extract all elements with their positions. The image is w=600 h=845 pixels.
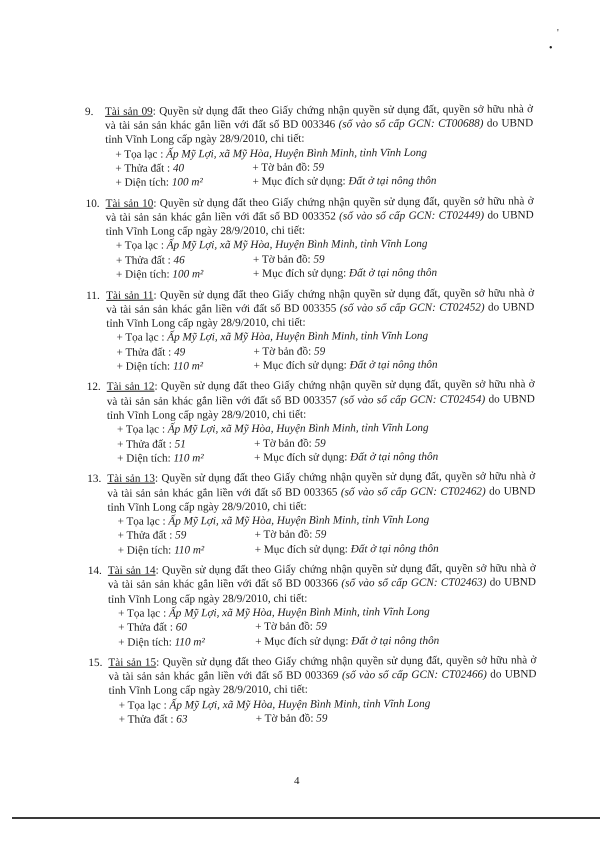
location-value: Ấp Mỹ Lợi, xã Mỹ Hòa, Huyện Bình Minh, tỉnh Vĩnh Long [166,146,427,161]
map-label: Tờ bản đồ: [262,437,312,450]
parcel-line: + Thửa đất : 60 + Tờ bản đồ: 59 [118,620,327,634]
asset-intro: Quyền sử dụng đất theo Giấy chứng nhận quyền sử dụng đất, quyền sở hữu nhà ở và tài sản sản khác gắn liền với đất số BD [106,378,535,408]
location-label: Tọa lạc [125,423,160,436]
location-label: Tọa lạc [127,699,161,712]
asset-heading: 14. Tài sản 14: Quyền sử dụng đất theo Giấy chứng nhận quyền sử dụng đất, quyền sở hữu nhà ở và tài sản sản khác gắn liền với đất số BD 003366 (số vào sổ cấp GCN: CT02463) do UBND tỉnh Vĩnh Long cấp ngày 28/9/2010, chi tiết: [87,562,536,606]
map-value: 59 [315,620,327,633]
purpose-label: Mục đích sử dụng: [262,267,347,281]
page-number: 4 [294,775,300,787]
location-value: Ấp Mỹ Lợi, xã Mỹ Hòa, Huyện Bình Minh, tỉnh Vĩnh Long [167,330,429,344]
area-line: + Diện tích: 110 m² + Mục đích sử dụng: Đất ở tại nông thôn [116,358,438,373]
asset-heading: 9. Tài sản 09: Quyền sử dụng đất theo Giấy chứng nhận quyền sử dụng đất, quyền sở hữu nhà ở và tài sản sản khác gắn liền với đất số BD 003346 (số vào sổ cấp GCN: CT00688) do UBND tỉnh Vĩnh Long cấp ngày 28/9/2010, chi tiết: [85,103,534,147]
asset-heading: 11. Tài sản 11: Quyền sử dụng đất theo Giấy chứng nhận quyền sử dụng đất, quyền sở hữu nhà ở và tài sản sản khác gắn liền với đất số BD 003355 (số vào sổ cấp GCN: CT02452) do UBND tỉnh Vĩnh Long cấp ngày 28/9/2010, chi tiết: [86,286,535,330]
purpose-value: Đất ở tại nông thôn [351,634,440,647]
book-reference: (số vào sổ cấp GCN: CT02452) [339,301,485,315]
asset-intro: Quyền sử dụng đất theo Giấy chứng nhận quyền sử dụng đất, quyền sở hữu nhà ở và tài sản sản khác gắn liền với đất số BD [105,195,534,224]
book-prefix: (số vào sổ cấp GCN: [339,301,440,315]
certificate-number: 003365 [303,485,338,499]
asset-entry [86,286,535,375]
page-bottom-rule [12,817,600,819]
asset-title: Tài sản 10 [105,197,154,210]
location-line: + Tọa lạc : Ấp Mỹ Lợi, xã Mỹ Hòa, Huyện Bình Minh, tỉnh Vĩnh Long [115,238,428,253]
area-value: 100 m² [172,268,204,281]
book-reference: (số vào sổ cấp GCN: CT00688) [338,117,484,131]
purpose-label: Mục đích sử dụng: [262,359,347,372]
area-label: Diện tích: [124,176,170,190]
usage-purpose: + Mục đích sử dụng: Đất ở tại nông thôn [254,450,439,464]
parcel-line: + Thửa đất : 40 + Tờ bản đồ: 59 [115,161,325,175]
asset-entry [87,470,536,559]
location-value: Ấp Mỹ Lợi, xã Mỹ Hòa, Huyện Bình Minh, tỉnh Vĩnh Long [166,238,428,252]
area-line: + Diện tích: 110 m² + Mục đích sử dụng: Đất ở tại nông thôn [117,450,439,465]
book-number: CT00688 [438,117,480,131]
asset-title: Tài sản 15 [108,656,157,669]
issuer-text: do UBND tỉnh Vĩnh Long cấp ngày 28/9/2010, chi tiết: [106,301,535,330]
area-line: + Diện tích: 110 m² + Mục đích sử dụng: Đất ở tại nông thôn [118,634,440,649]
purpose-value: Đất ở tại nông thôn [348,267,438,280]
area-line: + Diện tích: 100 m² + Mục đích sử dụng: Đất ở tại nông thôn [115,175,437,190]
parcel-label: Thửa đất : [126,529,173,543]
book-number: CT02454 [439,393,482,406]
issuer-text: do UBND tỉnh Vĩnh Long cấp ngày 28/9/2010, chi tiết: [107,576,536,606]
asset-entry [86,194,535,283]
map-label: Tờ bản đồ: [263,528,313,542]
area-value: 110 m² [174,544,205,557]
asset-entry [88,561,537,650]
area-label: Diện tích: [127,636,172,649]
location-line: + Tọa lạc : Ấp Mỹ Lợi, xã Mỹ Hòa, Huyện Bình Minh, tỉnh Vĩnh Long [118,605,430,620]
asset-intro: Quyền sử dụng đất theo Giấy chứng nhận quyền sử dụng đất, quyền sở hữu nhà ở và tài sản sản khác gắn liền với đất số BD [106,286,535,316]
book-prefix: (số vào sổ cấp GCN: [339,209,439,223]
location-value: Ấp Mỹ Lợi, xã Mỹ Hòa, Huyện Bình Minh, tỉnh Vĩnh Long [168,605,430,620]
asset-heading: 12. Tài sản 12: Quyền sử dụng đất theo Giấy chứng nhận quyền sử dụng đất, quyền sở hữu nhà ở và tài sản sản khác gắn liền với đất số BD 003357 (số vào sổ cấp GCN: CT02454) do UBND tỉnh Vĩnh Long cấp ngày 28/9/2010, chi tiết: [86,378,535,422]
purpose-label: Mục đích sử dụng: [261,175,346,189]
usage-purpose: + Mục đích sử dụng: Đất ở tại nông thôn [255,634,440,648]
parcel-value: 60 [175,621,187,634]
location-value: Ấp Mỹ Lợi, xã Mỹ Hòa, Huyện Bình Minh, tỉnh Vĩnh Long [169,697,431,712]
book-number: CT02452 [439,301,481,314]
corner-mark: ' [557,28,559,39]
map-sheet: + Tờ bản đồ: 59 [255,712,328,725]
parcel-label: Thửa đất : [125,437,172,451]
usage-purpose: + Mục đích sử dụng: Đất ở tại nông thôn [252,175,437,189]
parcel-value: 59 [175,529,187,542]
asset-number: 11. [86,289,100,302]
parcel-label: Thửa đất : [124,254,171,267]
asset-intro: Quyền sử dụng đất theo Giấy chứng nhận quyền sử dụng đất, quyền sở hữu nhà ở và tài sản sản khác gắn liền với đất số BD [107,470,536,500]
certificate-number: 003352 [302,210,336,223]
map-sheet: + Tờ bản đồ: 59 [254,437,326,450]
map-value: 59 [316,712,328,725]
parcel-value: 40 [172,162,185,175]
location-line: + Tọa lạc : Ấp Mỹ Lợi, xã Mỹ Hòa, Huyện Bình Minh, tỉnh Vĩnh Long [116,330,429,345]
certificate-number: 003369 [304,669,339,682]
certificate-number: 003346 [301,118,336,131]
purpose-label: Mục đích sử dụng: [263,543,348,556]
location-label: Tọa lạc [125,331,159,345]
book-reference: (số vào sổ cấp GCN: CT02454) [340,393,486,407]
location-value: Ấp Mỹ Lợi, xã Mỹ Hòa, Huyện Bình Minh, tỉnh Vĩnh Long [168,513,430,528]
map-sheet: + Tờ bản đồ: 59 [252,161,325,174]
area-value: 110 m² [172,360,204,373]
asset-intro: Quyền sử dụng đất theo Giấy chứng nhận quyền sử dụng đất, quyền sở hữu nhà ở và tài sản sản khác gắn liền với đất số BD [108,654,537,684]
map-value: 59 [315,528,327,541]
map-value: 59 [313,253,325,266]
purpose-label: Mục đích sử dụng: [264,634,349,648]
area-label: Diện tích: [125,268,170,282]
parcel-value: 46 [173,254,185,267]
location-line: + Tọa lạc : Ấp Mỹ Lợi, xã Mỹ Hòa, Huyện Bình Minh, tỉnh Vĩnh Long [117,513,430,528]
usage-purpose: + Mục đích sử dụng: Đất ở tại nông thôn [253,358,438,373]
map-sheet: + Tờ bản đồ: 59 [253,345,326,358]
asset-entry [87,378,536,467]
parcel-line: + Thửa đất : 63 + Tờ bản đồ: 59 [118,712,328,726]
parcel-value: 49 [174,346,186,359]
issuer-text: do UBND tỉnh Vĩnh Long cấp ngày 28/9/2010, chi tiết: [105,117,534,147]
asset-number: 12. [86,381,101,394]
usage-purpose: + Mục đích sử dụng: Đất ở tại nông thôn [253,267,438,281]
asset-list [85,102,537,733]
book-reference: (số vào sổ cấp GCN: CT02463) [341,576,487,590]
map-label: Tờ bản đồ: [262,345,312,358]
book-reference: (số vào sổ cấp GCN: CT02462) [340,485,486,498]
asset-number: 14. [87,565,102,578]
area-value: 110 m² [174,635,205,649]
asset-number: 10. [85,197,100,210]
area-line: + Diện tích: 110 m² + Mục đích sử dụng: Đất ở tại nông thôn [117,542,439,557]
purpose-value: Đất ở tại nông thôn [350,542,439,556]
location-label: Tọa lạc [124,148,158,161]
book-reference: (số vào sổ cấp GCN: CT02449) [339,209,485,223]
asset-heading: 15. Tài sản 15: Quyền sử dụng đất theo Giấy chứng nhận quyền sử dụng đất, quyền sở hữu nhà ở và tài sản sản khác gắn liền với đất số BD 003369 (số vào sổ cấp GCN: CT02466) do UBND tỉnh Vĩnh Long cấp ngày 28/9/2010, chi tiết: [88,654,537,698]
asset-intro: Quyền sử dụng đất theo Giấy chứng nhận quyền sử dụng đất, quyền sở hữu nhà ở và tài sản sản khác gắn liền với đất số BD [105,103,534,133]
asset-intro: Quyền sử dụng đất theo Giấy chứng nhận quyền sử dụng đất, quyền sở hữu nhà ở và tài sản sản khác gắn liền với đất số BD [107,562,536,592]
book-prefix: (số vào sổ cấp GCN: [338,118,439,131]
area-label: Diện tích: [125,360,171,373]
parcel-line: + Thửa đất : 49 + Tờ bản đồ: 59 [116,345,326,359]
parcel-label: Thửa đất : [127,621,173,634]
issuer-text: do UBND tỉnh Vĩnh Long cấp ngày 28/9/2010, chi tiết: [108,668,537,698]
map-value: 59 [313,345,326,358]
book-prefix: (số vào sổ cấp GCN: [340,393,440,407]
location-label: Tọa lạc [124,239,159,253]
purpose-value: Đất ở tại nông thôn [348,175,437,188]
issuer-text: do UBND tỉnh Vĩnh Long cấp ngày 28/9/2010, chi tiết: [105,209,534,239]
asset-title: Tài sản 11 [106,289,154,302]
issuer-text: do UBND tỉnh Vĩnh Long cấp ngày 28/9/2010, chi tiết: [107,484,536,514]
book-prefix: (số vào sổ cấp GCN: [341,577,441,590]
book-number: CT02462 [440,485,483,498]
certificate-number: 003355 [302,302,337,315]
asset-entry [85,102,534,191]
asset-title: Tài sản 13 [107,472,156,486]
parcel-label: Thửa đất : [125,346,172,359]
purpose-label: Mục đích sử dụng: [263,451,348,464]
area-value: 110 m² [173,452,204,465]
asset-title: Tài sản 14 [107,564,156,578]
location-line: + Tọa lạc : Ấp Mỹ Lợi, xã Mỹ Hòa, Huyện Bình Minh, tỉnh Vĩnh Long [115,146,427,161]
book-number: CT02466 [441,668,484,682]
parcel-label: Thửa đất : [127,713,174,726]
usage-purpose: + Mục đích sử dụng: Đất ở tại nông thôn [254,542,439,556]
book-number: CT02449 [438,209,481,222]
parcel-label: Thửa đất : [124,162,171,175]
map-label: Tờ bản đồ: [261,161,311,174]
book-reference: (số vào sổ cấp GCN: CT02466) [341,668,487,682]
certificate-number: 003357 [303,394,337,407]
asset-title: Tài sản 12 [106,381,155,394]
purpose-value: Đất ở tại nông thôn [350,450,439,464]
asset-number: 13. [87,473,102,486]
map-sheet: + Tờ bản đồ: 59 [255,620,327,634]
area-line: + Diện tích: 100 m² + Mục đích sử dụng: Đất ở tại nông thôn [116,267,438,282]
map-label: Tờ bản đồ: [261,253,311,266]
purpose-value: Đất ở tại nông thôn [349,358,438,372]
book-number: CT02463 [440,576,483,590]
parcel-line: + Thửa đất : 59 + Tờ bản đồ: 59 [117,528,327,543]
certificate-number: 003366 [304,577,339,591]
asset-number: 9. [85,105,94,118]
parcel-line: + Thửa đất : 51 + Tờ bản đồ: 59 [117,437,326,451]
asset-number: 15. [88,656,103,669]
area-value: 100 m² [171,176,203,189]
map-sheet: + Tờ bản đồ: 59 [252,253,325,266]
map-value: 59 [312,161,325,174]
asset-heading: 10. Tài sản 10: Quyền sử dụng đất theo Giấy chứng nhận quyền sử dụng đất, quyền sở hữu nhà ở và tài sản sản khác gắn liền với đất số BD 003352 (số vào sổ cấp GCN: CT02449) do UBND tỉnh Vĩnh Long cấp ngày 28/9/2010, chi tiết: [85,195,534,239]
location-label: Tọa lạc [126,607,161,620]
parcel-line: + Thửa đất : 46 + Tờ bản đồ: 59 [115,253,325,267]
map-sheet: + Tờ bản đồ: 59 [254,528,327,542]
asset-title: Tài sản 09 [105,105,153,118]
book-prefix: (số vào sổ cấp GCN: [341,669,442,682]
issuer-text: do UBND tỉnh Vĩnh Long cấp ngày 28/9/2010, chi tiết: [106,392,535,422]
asset-heading: 13. Tài sản 13: Quyền sử dụng đất theo Giấy chứng nhận quyền sử dụng đất, quyền sở hữu nhà ở và tài sản sản khác gắn liền với đất số BD 003365 (số vào sổ cấp GCN: CT02462) do UBND tỉnh Vĩnh Long cấp ngày 28/9/2010, chi tiết: [87,470,536,514]
location-value: Ấp Mỹ Lợi, xã Mỹ Hòa, Huyện Bình Minh, tỉnh Vĩnh Long [167,422,429,436]
area-label: Diện tích: [126,452,171,465]
book-prefix: (số vào sổ cấp GCN: [340,485,441,498]
area-label: Diện tích: [126,544,172,557]
location-line: + Tọa lạc : Ấp Mỹ Lợi, xã Mỹ Hòa, Huyện Bình Minh, tỉnh Vĩnh Long [118,697,431,712]
asset-entry [88,653,536,727]
map-label: Tờ bản đồ: [264,712,314,725]
location-label: Tọa lạc [126,515,160,528]
parcel-value: 51 [174,437,186,450]
map-label: Tờ bản đồ: [264,620,313,634]
location-line: + Tọa lạc : Ấp Mỹ Lợi, xã Mỹ Hòa, Huyện Bình Minh, tỉnh Vĩnh Long [116,422,429,436]
map-value: 59 [314,437,326,450]
corner-mark: • [549,43,553,54]
parcel-value: 63 [176,713,188,726]
